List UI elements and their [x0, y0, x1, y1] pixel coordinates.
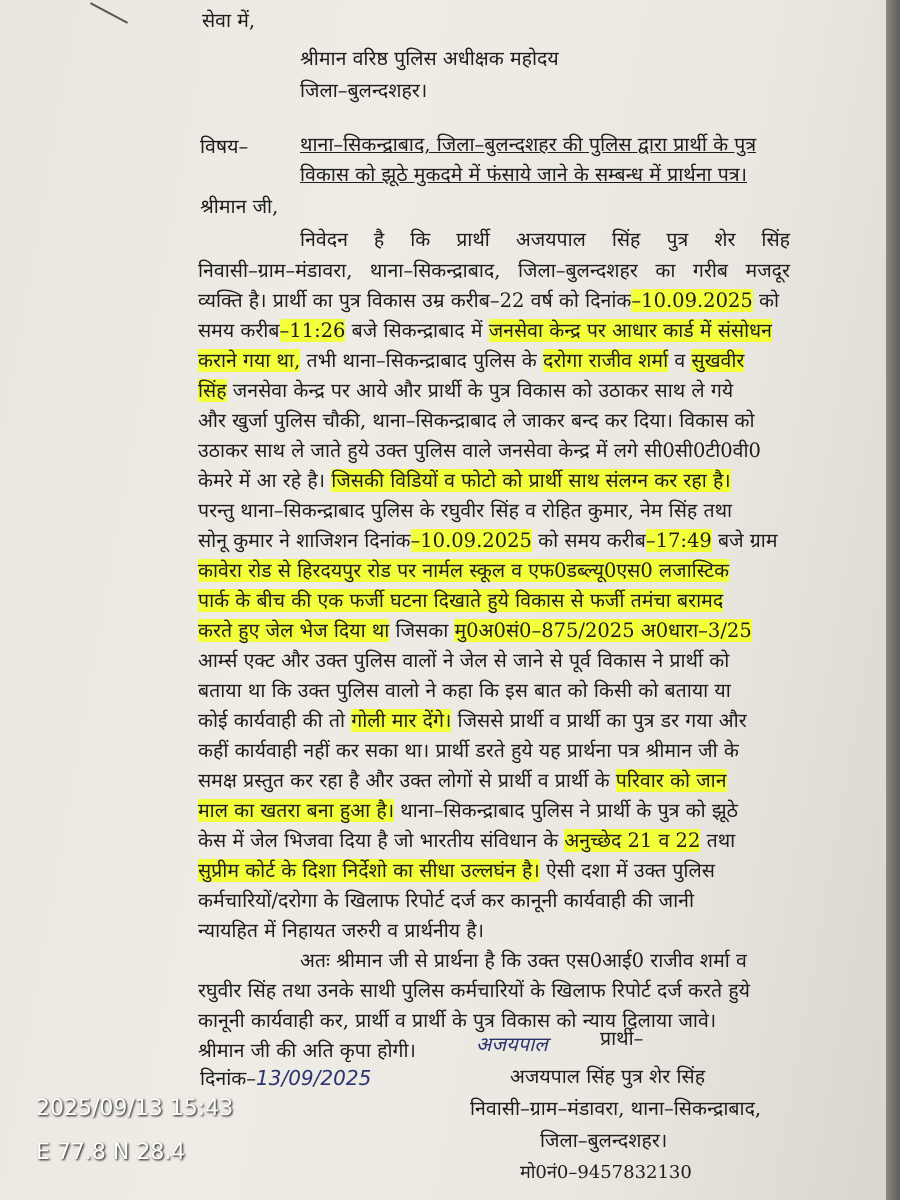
- highlight: सुप्रीम कोर्ट के दिशा निर्देशो का सीधा उल्लघंन है।: [198, 859, 540, 882]
- highlight: पार्क के बीच की एक फर्जी घटना दिखाते हुये विकास से फर्जी तमंचा बरामद: [198, 589, 724, 612]
- body-line: [198, 826, 735, 853]
- text: समय करीब: [198, 319, 280, 342]
- subject-line-1: थाना–सिकन्द्राबाद, जिला–बुलन्दशहर की पुलिस द्वारा प्रार्थी के पुत्र: [300, 133, 757, 156]
- text: ऐसी दशा में उक्त पुलिस: [539, 859, 715, 882]
- body-line: निवेदन है कि प्रार्थी अजयपाल सिंह पुत्र शेर सिंह: [300, 228, 790, 251]
- highlight: गोली मार देंगे।: [351, 709, 452, 732]
- highlight: माल का खतरा बना हुआ है।: [198, 799, 395, 822]
- highlight: –11:26: [279, 319, 346, 342]
- highlight: –17:49: [645, 529, 712, 552]
- body-line: [198, 706, 747, 733]
- salutation-top: सेवा में,: [202, 9, 256, 32]
- applicant-label: प्रार्थी–: [600, 1027, 644, 1050]
- greeting: श्रीमान जी,: [200, 195, 279, 218]
- addressee: श्रीमान वरिष्ठ पुलिस अधीक्षक महोदय: [300, 47, 559, 70]
- body-line: निवासी–ग्राम–मंडावरा, थाना–सिकन्द्राबाद, जिला–बुलन्दशहर का गरीब मजदूर: [198, 259, 790, 282]
- highlight: सुखवीर: [691, 349, 745, 372]
- body-line: [198, 796, 738, 823]
- body-line: आर्म्स एक्ट और उक्त पुलिस वालों ने जेल से जाने से पूर्व विकास ने प्रार्थी को: [198, 649, 730, 672]
- highlight: परिवार को जान: [615, 769, 727, 792]
- date-row: [200, 1064, 371, 1091]
- background-edge: [886, 0, 900, 1200]
- photo-coords-stamp: E 77.8 N 28.4: [36, 1140, 186, 1165]
- body-line: [198, 286, 779, 313]
- body-line: [198, 316, 772, 343]
- body-line: अतः श्रीमान जी से प्रार्थना है कि उक्त एस0आई0 राजीव शर्मा व: [300, 949, 747, 972]
- body-line: कहीं कार्यवाही नहीं कर सका था। प्रार्थी डरते हुये यह प्रार्थना पत्र श्रीमान जी के: [198, 739, 739, 762]
- highlight: अनुच्छेद 21 व 22: [564, 829, 701, 852]
- handwritten-date: 13/09/2025: [256, 1066, 372, 1090]
- text: थाना–सिकन्द्राबाद पुलिस ने प्रार्थी के पुत्र को झूठे: [394, 799, 738, 822]
- applicant-address: निवासी–ग्राम–मंडावरा, थाना–सिकन्द्राबाद,: [470, 1097, 762, 1120]
- body-line: परन्तु थाना–सिकन्द्राबाद पुलिस के रघुवीर सिंह व रोहित कुमार, नेम सिंह तथा: [198, 499, 733, 522]
- body-line: और खुर्जा पुलिस चौकी, थाना–सिकन्द्राबाद ले जाकर बन्द कर दिया। विकास को: [198, 409, 755, 432]
- highlight: करते हुए जेल भेज दिया था: [198, 619, 390, 642]
- body-line: कानूनी कार्यवाही कर, प्रार्थी व प्रार्थी के पुत्र विकास को न्याय दिलाया जावे।: [198, 1009, 717, 1032]
- text: बजे ग्राम: [711, 529, 778, 552]
- text: व्यक्ति है। प्रार्थी का पुत्र विकास उम्र करीब–22 वर्ष को दिनांक: [198, 289, 632, 312]
- body-line: रघुवीर सिंह तथा उनके साथी पुलिस कर्मचारियों के खिलाफ रिपोर्ट दर्ज करते हुये: [198, 979, 750, 1002]
- text: केमरे में आ रहे है।: [198, 469, 332, 492]
- body-line: [198, 586, 723, 613]
- text: केस में जेल भिजवा दिया है जो भारतीय संविधान के: [198, 829, 565, 852]
- handwritten-signature: अजयपाल: [476, 1032, 548, 1056]
- body-line: कर्मचारियों/दरोगा के खिलाफ रिपोर्ट दर्ज कर कानूनी कार्यवाही की जानी: [198, 889, 695, 912]
- text: तथा: [700, 829, 736, 852]
- highlight: कावेरा रोड से हिरदयपुर रोड पर नार्मल स्कूल व एफ0डब्ल्यू0एस0 लजास्टिक: [198, 559, 730, 582]
- text: तभी थाना–सिकन्द्राबाद पुलिस के: [300, 349, 543, 372]
- text: सोनू कुमार ने शाजिशन दिनांक: [198, 529, 411, 552]
- text: समक्ष प्रस्तुत कर रहा है और उक्त लोगों से प्रार्थी व प्रार्थी के: [198, 769, 616, 792]
- text: कोई कार्यवाही की तो: [198, 709, 352, 732]
- text: जनसेवा केन्द्र पर आये और प्रार्थी के पुत्र विकास को उठाकर साथ ले गये: [226, 379, 734, 402]
- text: बजे सिकन्द्राबाद में: [345, 319, 489, 342]
- highlight: मु0अ0सं0–875/2025 अ0धारा–3/25: [454, 619, 752, 642]
- highlight: कराने गया था,: [198, 349, 301, 372]
- body-line: [198, 856, 715, 883]
- body-line: बताया था कि उक्त पुलिस वालो ने कहा कि इस बात को किसी को बताया या: [198, 679, 731, 702]
- text: को: [752, 289, 780, 312]
- highlight: –10.09.2025: [410, 529, 532, 552]
- body-line: उठाकर साथ ले जाते हुये उक्त पुलिस वाले जनसेवा केन्द्र में लगे सी0सी0टी0वी0: [198, 439, 761, 462]
- applicant-name: अजयपाल सिंह पुत्र शेर सिंह: [510, 1065, 706, 1088]
- body-line: [198, 526, 778, 553]
- body-line: न्यायहित में निहायत जरुरी व प्रार्थनीय है।: [198, 919, 485, 942]
- body-line: [198, 616, 752, 643]
- text: जिसका: [389, 619, 455, 642]
- addressee-district: जिला–बुलन्दशहर।: [300, 79, 428, 102]
- text: को समय करीब: [531, 529, 646, 552]
- body-line: [198, 466, 731, 493]
- pen-mark: [90, 2, 128, 23]
- body-line: [198, 376, 733, 403]
- date-label: दिनांक–: [200, 1067, 257, 1090]
- highlight: –10.09.2025: [631, 289, 753, 312]
- body-line: श्रीमान जी की अति कृपा होगी।: [198, 1039, 416, 1062]
- body-line: [198, 766, 727, 793]
- body-line: [198, 346, 744, 373]
- text: व: [668, 349, 692, 372]
- subject-label: विषय–: [200, 135, 249, 158]
- photo-datetime-stamp: 2025/09/13 15:43: [36, 1096, 234, 1121]
- applicant-district: जिला–बुलन्दशहर।: [540, 1129, 668, 1152]
- highlight: जनसेवा केन्द्र पर आधार कार्ड में संसोधन: [488, 319, 772, 342]
- subject-line-2: विकास को झूठे मुकदमे में फंसाये जाने के सम्बन्ध में प्रार्थना पत्र।: [300, 163, 748, 186]
- highlight: सिंह: [198, 379, 227, 402]
- highlight: जिसकी विडियों व फोटो को प्रार्थी साथ संलग्न कर रहा है।: [331, 469, 731, 492]
- highlight: दरोगा राजीव शर्मा: [542, 349, 669, 372]
- text: जिससे प्रार्थी व प्रार्थी का पुत्र डर गया और: [451, 709, 747, 732]
- body-line: [198, 556, 729, 583]
- applicant-mobile: मो0नं0–9457832130: [520, 1162, 692, 1183]
